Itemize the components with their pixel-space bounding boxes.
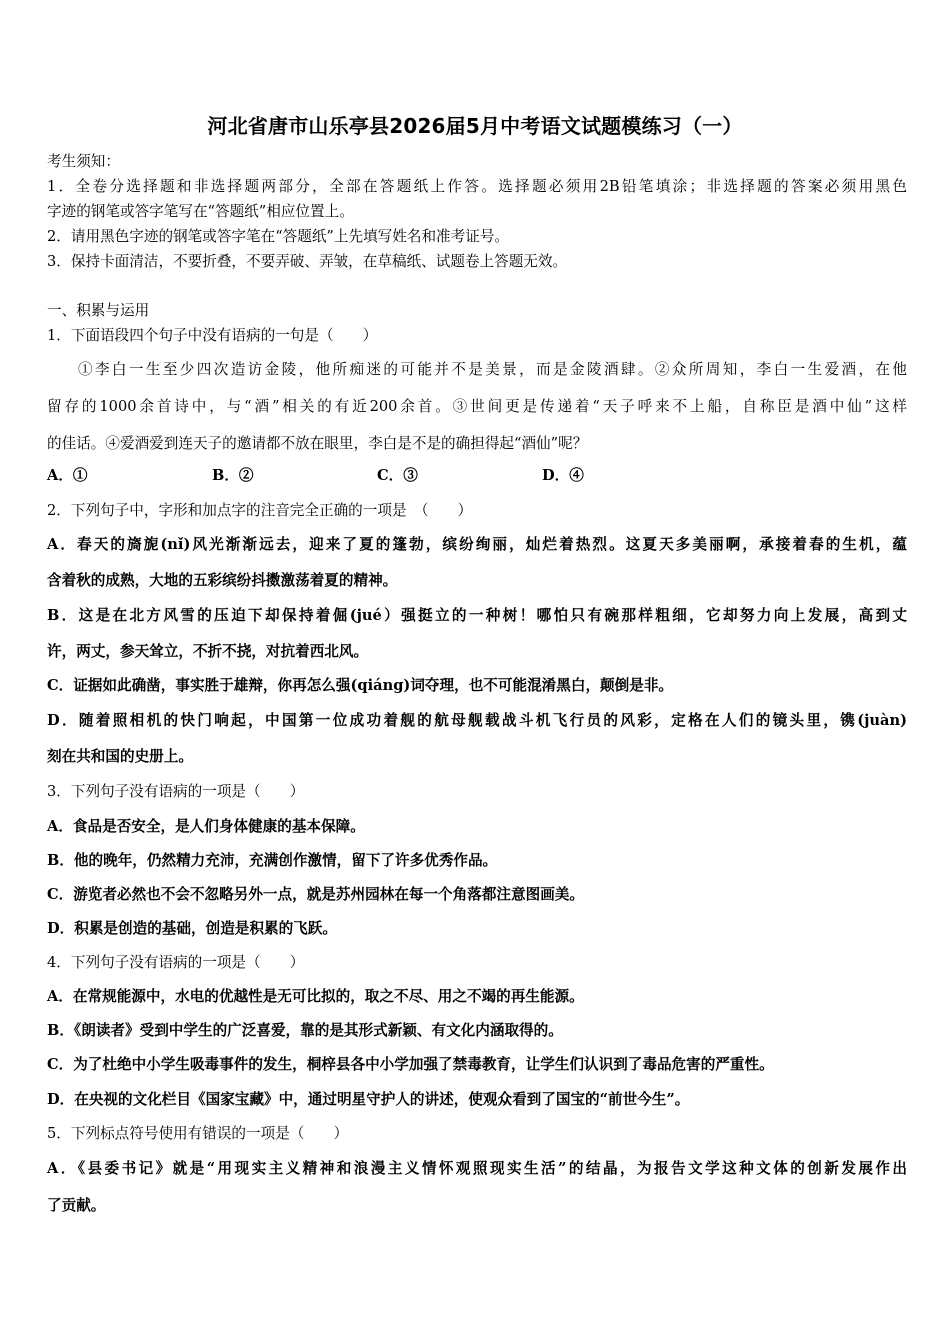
q4-option-d[interactable]: D．在央视的文化栏目《国家宝藏》中，通过明星守护人的讲述，使观众看到了国宝的“前世今生”。 bbox=[47, 1091, 690, 1108]
notice-heading: 考生须知： bbox=[47, 153, 120, 170]
q2-option-d-cont: 刻在共和国的史册上。 bbox=[47, 748, 193, 765]
notice-item-1-cont: 字迹的钢笔或答字笔写在“答题纸”相应位置上。 bbox=[47, 203, 354, 220]
q3-stem: 3．下列句子没有语病的一项是（ ） bbox=[47, 783, 305, 800]
q2-option-d[interactable]: D．随着照相机的快门响起，中国第一位成功着舰的航母舰载战斗机飞行员的风彩，定格在人们的镜头里，镌(juàn) bbox=[47, 712, 907, 729]
q1-choice-b[interactable]: B．② bbox=[212, 467, 254, 484]
q3-option-c[interactable]: C．游览者必然也不会不忽略另外一点，就是苏州园林在每一个角落都注意图画美。 bbox=[47, 886, 584, 903]
q2-option-b[interactable]: B．这是在北方风雪的压迫下却保持着倔(jué）强挺立的一种树！哪怕只有碗那样粗细，它却努力向上发展，高到丈 bbox=[47, 607, 907, 624]
q3-option-d[interactable]: D．积累是创造的基础，创造是积累的飞跃。 bbox=[47, 920, 337, 937]
q1-choice-a[interactable]: A．① bbox=[47, 467, 88, 484]
q5-stem: 5．下列标点符号使用有错误的一项是（ ） bbox=[47, 1125, 349, 1142]
q1-passage-line-1: ①李白一生至少四次造访金陵，他所痴迷的可能并不是美景，而是金陵酒肆。②众所周知，李白一生爱酒，在他 bbox=[78, 361, 907, 378]
exam-title: 河北省唐市山乐亭县2026届5月中考语文试题模练习（一） bbox=[207, 114, 743, 138]
q4-option-c[interactable]: C．为了杜绝中小学生吸毒事件的发生，桐梓县各中小学加强了禁毒教育，让学生们认识到了毒品危害的严重性。 bbox=[47, 1056, 774, 1073]
q3-option-b[interactable]: B．他的晚年，仍然精力充沛，充满创作激情，留下了许多优秀作品。 bbox=[47, 852, 498, 869]
q1-choice-d[interactable]: D．④ bbox=[542, 467, 584, 484]
q2-option-a[interactable]: A．春天的旖旎(nǐ)风光渐渐远去，迎来了夏的篷勃，缤纷绚丽，灿烂着热烈。这夏天多美丽啊，承接着春的生机，蕴 bbox=[47, 536, 907, 553]
q1-stem: 1．下面语段四个句子中没有语病的一句是（ ） bbox=[47, 327, 378, 344]
q5-option-a[interactable]: A．《县委书记》就是“用现实主义精神和浪漫主义情怀观照现实生活”的结晶，为报告文学这种文体的创新发展作出 bbox=[47, 1160, 907, 1177]
q1-passage-line-3: 的佳话。④爱酒爱到连天子的邀请都不放在眼里，李白是不是的确担得起“酒仙”呢？ bbox=[47, 435, 588, 452]
q1-passage-line-2: 留存的1000余首诗中，与“酒”相关的有近200余首。③世间更是传递着“天子呼来不上船，自称臣是酒中仙”这样 bbox=[47, 398, 907, 415]
q4-stem: 4．下列句子没有语病的一项是（ ） bbox=[47, 954, 305, 971]
q2-stem: 2．下列句子中，字形和加点字的注音完全正确的一项是 （ ） bbox=[47, 502, 473, 519]
q4-option-b[interactable]: B．《朗读者》受到中学生的广泛喜爱，靠的是其形式新颖、有文化内涵取得的。 bbox=[47, 1022, 563, 1039]
notice-item-2: 2．请用黑色字迹的钢笔或答字笔在“答题纸”上先填写姓名和准考证号。 bbox=[47, 228, 510, 245]
q2-option-b-cont: 许，两丈，参天耸立，不折不挠，对抗着西北风。 bbox=[47, 643, 369, 660]
q5-option-a-cont: 了贡献。 bbox=[47, 1197, 106, 1214]
q2-option-c[interactable]: C．证据如此确凿，事实胜于雄辩，你再怎么强(qiáng)词夺理，也不可能混淆黑白，颠倒是非。 bbox=[47, 677, 674, 694]
q2-option-a-cont: 含着秋的成熟，大地的五彩缤纷抖擞激荡着夏的精神。 bbox=[47, 572, 398, 589]
q1-choice-c[interactable]: C．③ bbox=[377, 467, 418, 484]
section-heading: 一、积累与运用 bbox=[47, 302, 150, 319]
notice-item-3: 3．保持卡面清洁，不要折叠，不要弄破、弄皱，在草稿纸、试题卷上答题无效。 bbox=[47, 253, 568, 270]
q3-option-a[interactable]: A．食品是否安全，是人们身体健康的基本保障。 bbox=[47, 818, 365, 835]
notice-item-1: 1．全卷分选择题和非选择题两部分，全部在答题纸上作答。选择题必须用2B铅笔填涂；非选择题的答案必须用黑色 bbox=[47, 178, 907, 195]
q1-choices bbox=[47, 466, 907, 488]
q4-option-a[interactable]: A．在常规能源中，水电的优越性是无可比拟的，取之不尽、用之不竭的再生能源。 bbox=[47, 988, 584, 1005]
